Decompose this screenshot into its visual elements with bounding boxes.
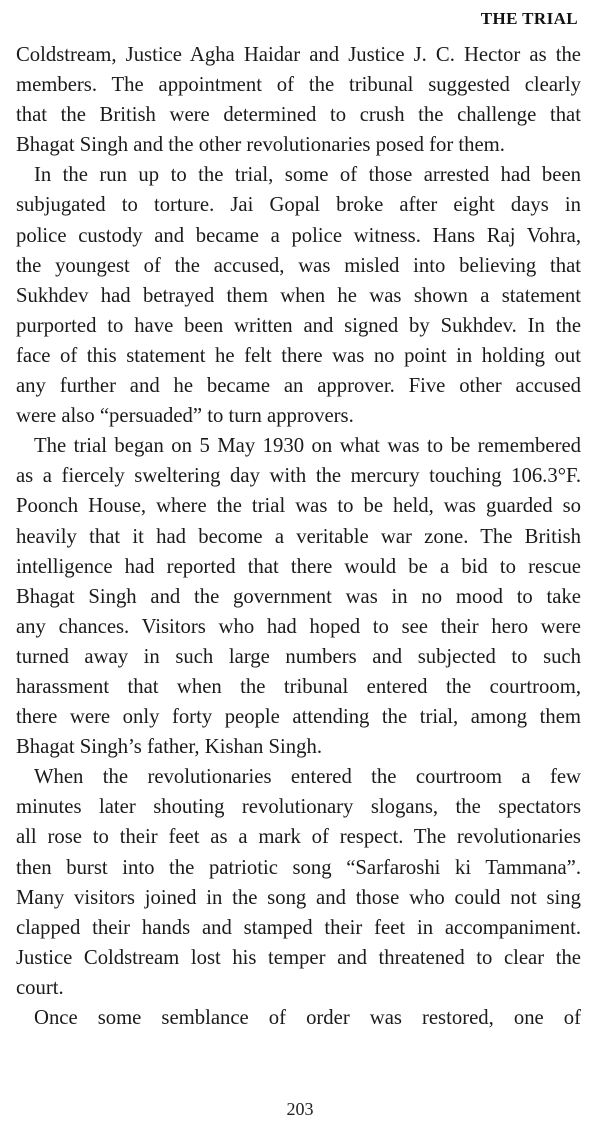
text-line: The trial began on 5 May 1930 on what was to be remembered xyxy=(34,435,581,458)
text-line: Bhagat Singh’s father, Kishan Singh. xyxy=(16,736,323,759)
text-line: any further and he became an approver. Five other accused xyxy=(16,375,581,398)
text-line: In the run up to the trial, some of those arrested had been xyxy=(34,164,581,187)
text-line: turned away in such large numbers and subjected to such xyxy=(16,645,581,668)
text-line: Sukhdev had betrayed them when he was shown a statement xyxy=(16,284,581,307)
text-line: there were only forty people attending the trial, among them xyxy=(16,706,581,729)
text-line: the youngest of the accused, was misled into believing that xyxy=(16,254,581,277)
page-number: 203 xyxy=(286,1099,314,1119)
text-line: face of this statement he felt there was no point in holding out xyxy=(16,344,581,367)
text-line: intelligence had reported that there would be a bid to rescue xyxy=(16,555,581,578)
text-line: Bhagat Singh and the government was in no mood to take xyxy=(16,585,581,608)
text-line: any chances. Visitors who had hoped to see their hero were xyxy=(16,615,581,638)
text-line: purported to have been written and signed by Sukhdev. In the xyxy=(16,314,581,337)
running-head: THE TRIAL xyxy=(480,9,578,28)
text-line: minutes later shouting revolutionary slogans, the spectators xyxy=(16,796,581,819)
text-line: court. xyxy=(16,976,64,999)
text-line: Justice Coldstream lost his temper and threatened to clear the xyxy=(16,946,581,969)
text-line: were also “persuaded” to turn approvers. xyxy=(16,405,354,428)
text-line: Many visitors joined in the song and those who could not sing xyxy=(16,886,581,909)
text-line: Coldstream, Justice Agha Haidar and Justice J. C. Hector as the xyxy=(16,44,581,66)
text-line: Bhagat Singh and the other revolutionaries posed for them. xyxy=(16,134,505,157)
text-line: police custody and became a police witness. Hans Raj Vohra, xyxy=(16,224,581,247)
text-line: members. The appointment of the tribunal suggested clearly xyxy=(16,74,581,97)
text-line: then burst into the patriotic song “Sarfaroshi ki Tammana”. xyxy=(16,856,581,879)
body-text xyxy=(16,40,581,1033)
text-line: When the revolutionaries entered the courtroom a few xyxy=(34,766,581,789)
text-line: that the British were determined to crush the challenge that xyxy=(16,104,581,127)
text-line: harassment that when the tribunal entered the courtroom, xyxy=(16,675,581,698)
text-line: heavily that it had become a veritable war zone. The British xyxy=(16,525,581,548)
text-line: Poonch House, where the trial was to be held, was guarded so xyxy=(16,495,581,518)
text-line: as a fiercely sweltering day with the mercury touching 106.3°F. xyxy=(16,465,581,488)
text-line: clapped their hands and stamped their feet in accompaniment. xyxy=(16,916,581,939)
text-line: all rose to their feet as a mark of respect. The revolutionaries xyxy=(16,826,581,849)
text-line: subjugated to torture. Jai Gopal broke after eight days in xyxy=(16,194,581,217)
text-line: Once some semblance of order was restored, one of xyxy=(34,1007,581,1029)
